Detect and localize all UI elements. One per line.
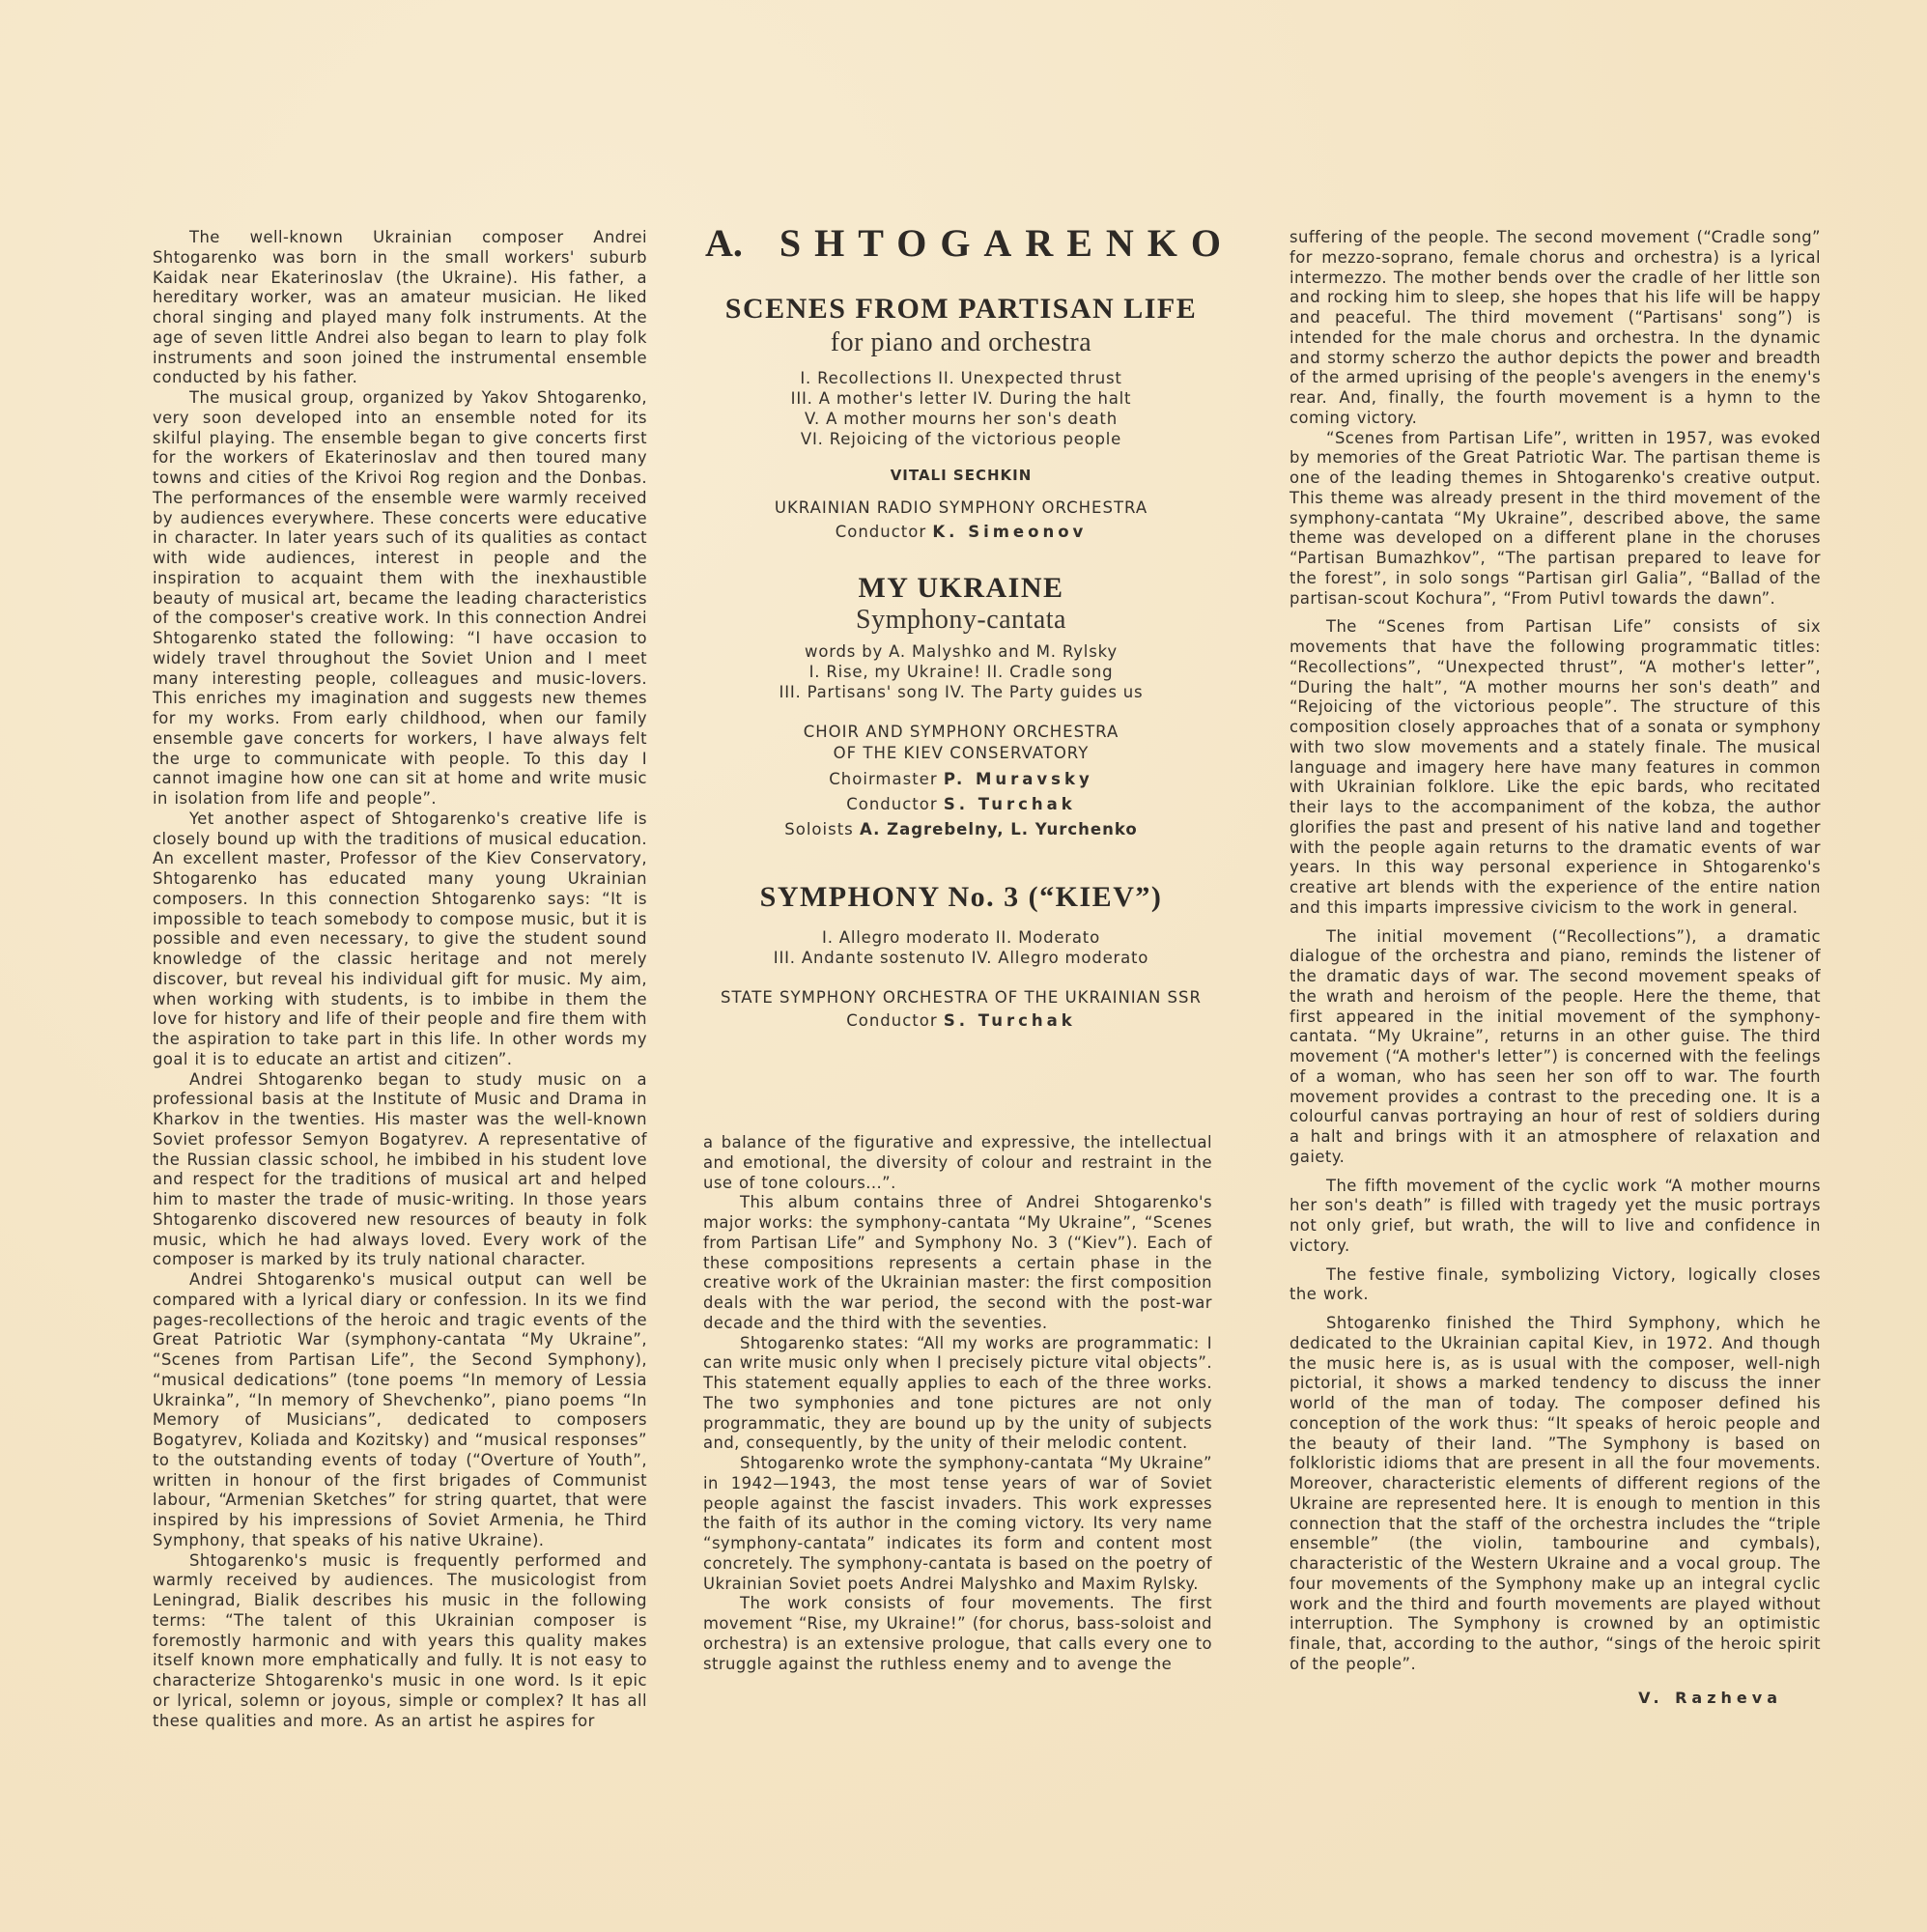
paragraph: The initial movement (“Recollections”), a dramatic dialogue of the orchestra and piano, reminds the listener of the dramatic days of war. The second movement speaks of the wrath and heroism of the people. Here the theme, that first appeared in the initial movement of the symphony-cantata. “My Ukraine”, returns in an other guise. The third movement (“A mother's letter”) is concerned with the feelings of a woman, who has seen her son off to war. The fourth movement provides a contrast to the preceding one. It is a colourful canvas portraying an hour of rest of soldiers during a halt and brings with it an atmosphere of relaxation and gaiety. — [1289, 926, 1821, 1166]
right-text-column — [1289, 228, 1821, 1708]
work-my-ukraine — [676, 572, 1246, 840]
paragraph: “Scenes from Partisan Life”, written in 1957, was evoked by memories of the Great Patriotic War. The partisan theme is one of the leading themes in Shtogarenko's creative output. This theme was already present in the third movement of the symphony-cantata “My Ukraine”, described above, the same theme was developed on a different plane in the choruses “Partisan Bumazhkov”, “The partisan prepared to leave for the forest”, in solo songs “Partisan girl Galia”, “Ballad of the partisan-scout Kochura”, “From Putivl towards the dawn”. — [1289, 428, 1821, 608]
work-symphony-no-3 — [676, 881, 1246, 1032]
paragraph: Shtogarenko states: “All my works are programmatic: I can write music only when I precisely picture vital objects”. This statement equally applies to each of the three works. The two symphonies and tone pictures are not only programmatic, they are bound up by the unity of subjects and, consequently, by the unity of their melodic content. — [703, 1333, 1212, 1453]
movement-list: III. Partisans' song IV. The Party guides us — [779, 683, 1144, 701]
work-title: SYMPHONY No. 3 (“KIEV”) — [759, 881, 1163, 913]
choirmaster: Choirmaster P. Muravsky — [829, 770, 1093, 788]
orchestra: CHOIR AND SYMPHONY ORCHESTRA — [803, 723, 1119, 741]
work-subtitle: for piano and orchestra — [830, 327, 1092, 357]
paragraph: Andrei Shtogarenko's musical output can well be compared with a lyrical diary or confession. In its we find pages-recollections of the heroic and tragic events of the Great Patriotic War (symphony-cantata “My Ukraine”, “Scenes from Partisan Life”, the Second Symphony), “musical dedications” (tone poems “In memory of Lessia Ukrainka”, “In memory of Shevchenko”, piano poems “In Memory of Musicians”, dedicated to composers Bogatyrev, Koliada and Kozitsky) and “musical responses” to the outstanding events of today (“Overture of Youth”, written in honour of the first brigades of Communist labour, “Armenian Sketches” for string quartet, that were inspired by his impressions of Soviet Armenia, he Third Symphony, that speaks of his native Ukraine). — [153, 1270, 647, 1549]
middle-text-column — [703, 1133, 1212, 1674]
movement-list: III. A mother's letter IV. During the halt — [790, 389, 1132, 408]
work-title: SCENES FROM PARTISAN LIFE — [724, 293, 1198, 325]
paragraph: The “Scenes from Partisan Life” consists of six movements that have the following programmatic titles: “Recollections”, “Unexpected thrust”, “A mother's letter”, “During the halt”, “A mother mourns her son's death” and “Rejoicing of the victorious people”. The structure of this composition closely approaches that of a sonata or symphony with two slow movements and a stately finale. The musical language and imagery here have many features in common with Ukrainian folklore. Like the epic bards, who recitated their lays to the accompaniment of the kobza, the author glorifies the past and present of his native land and together with the people again returns to the dramatic events of war years. In this way personal experience in Shtogarenko's creative art blends with the experience of the entire nation and this imparts impressive civicism to the work in general. — [1289, 617, 1821, 917]
paragraph: This album contains three of Andrei Shtogarenko's major works: the symphony-cantata “My Ukraine”, “Scenes from Partisan Life” and Symphony No. 3 (“Kiev”). Each of these compositions represents a certain phase in the creative work of the Ukrainian master: the first composition deals with the war period, the second with the post-war decade and the third with the seventies. — [703, 1193, 1212, 1332]
left-text-column — [153, 228, 647, 1731]
paragraph: The musical group, organized by Yakov Shtogarenko, very soon developed into an ensemble noted for its skilful playing. The ensemble began to give concerts first for the workers of Ekaterinoslav and then toured many towns and cities of the Krivoi Rog region and the Donbas. The performances of the ensemble were warmly received by audiences everywhere. These concerts were educative in character. In later years such of its qualities as contact with wide audiences, interest in people and the inspiration to acquaint them with the inexhaustible beauty of musical art, became the leading characteristics of the composer's creative work. In this connection Andrei Shtogarenko stated the following: “I have occasion to widely travel throughout the Soviet Union and I meet many interesting people, colleagues and music-lovers. This enriches my imagination and suggests new themes for my works. From early childhood, when our family ensemble gave concerts for workers, I have always felt the urge to communicate with people. To this day I cannot imagine how one can sit at home and write music in isolation from life and people”. — [153, 388, 647, 808]
paragraph: Andrei Shtogarenko began to study music on a professional basis at the Institute of Music and Drama in Kharkov in the twenties. His master was the well-known Soviet professor Semyon Bogatyrev. A representative of the Russian classic school, he imbibed in his student love and respect for the traditions of musical art and helped him to master the trade of music-writing. In those years Shtogarenko discovered new resources of beauty in folk music, which he had always loved. Every work of the composer is marked by its truly national character. — [153, 1069, 647, 1269]
conductor: Conductor K. Simeonov — [835, 523, 1088, 541]
lyricist-credit: words by A. Malyshko and M. Rylsky — [805, 642, 1118, 661]
paragraph: a balance of the figurative and expressive, the intellectual and emotional, the diversity of colour and restraint in the use of tone colours...”. — [703, 1133, 1212, 1192]
movement-list: I. Allegro moderato II. Moderato — [822, 928, 1100, 947]
paragraph: Shtogarenko finished the Third Symphony, which he dedicated to the Ukrainian capital Kiev, in 1972. And though the music here is, as is usual with the composer, well-nigh pictorial, it shows a marked tendency to discuss the inner world of the man of today. The composer defined his conception of the work thus: “It speaks of heroic people and the beauty of their land. ”The Symphony is based on folkloristic idioms that are present in all the four movements. Moreover, characteristic elements of different regions of the Ukraine are represented here. It is enough to mention in this connection that the staff of the orchestra includes the “triple ensemble” (the violin, tambourine and cymbals), characteristic of the Western Ukraine and a vocal group. The four movements of the Symphony make up an integral cyclic work and the third and fourth movements are played without interruption. The Symphony is crowned by an optimistic finale, that, according to the author, “sings of the heroic spirit of the people”. — [1289, 1314, 1821, 1673]
orchestra: STATE SYMPHONY ORCHESTRA OF THE UKRAINIAN SSR — [721, 988, 1202, 1007]
work-scenes-from-partisan-life — [676, 293, 1246, 543]
album-credits — [676, 220, 1246, 1032]
movement-list: V. A mother mourns her son's death — [805, 410, 1118, 428]
movement-list: III. Andante sostenuto IV. Allegro moderato — [773, 949, 1149, 967]
author-signature: V. Razheva — [1638, 1688, 1782, 1707]
soloist: VITALI SECHKIN — [890, 467, 1033, 484]
movement-list: I. Rise, my Ukraine! II. Cradle song — [808, 663, 1114, 681]
paragraph: suffering of the people. The second movement (“Cradle song” for mezzo-soprano, female chorus and orchestra) is a lyrical intermezzo. The mother bends over the cradle of her little son and rocking him to sleep, she hopes that his life will be happy and peaceful. The third movement (“Partisans' song”) is intended for the male chorus and orchestra. In the dynamic and stormy scherzo the author depicts the power and breadth of the armed uprising of the people's avengers in the enemy's rear. And, finally, the fourth movement is a hymn to the coming victory. — [1289, 228, 1821, 427]
paragraph: Shtogarenko's music is frequently performed and warmly received by audiences. The musicologist from Leningrad, Bialik describes his music in the following terms: “The talent of this Ukrainian composer is foremostly harmonic and with years this quality makes itself known more emphatically and fully. It is not easy to characterize Shtogarenko's music in one word. Is it epic or lyrical, solemn or joyous, simple or complex? It has all these qualities and more. As an artist he aspires for — [153, 1550, 647, 1730]
composer-name: A. SHTOGARENKO — [705, 221, 1234, 265]
conductor: Conductor S. Turchak — [846, 795, 1076, 813]
conductor: Conductor S. Turchak — [846, 1011, 1076, 1030]
paragraph: Yet another aspect of Shtogarenko's creative life is closely bound up with the traditions of musical education. An excellent master, Professor of the Kiev Conservatory, Shtogarenko has educated many young Ukrainian composers. In this connection Shtogarenko says: “It is impossible to teach somebody to compose music, but it is possible and even necessary, to give the student sound knowledge of the classic heritage and not merely discover, but reveal his individual gift for music. My aim, when working with students, is to imbibe in them the love for history and life of their people and fire them with the aspiration to take part in this life. In other words my goal it is to educate an artist and citizen”. — [153, 809, 647, 1068]
orchestra: UKRAINIAN RADIO SYMPHONY ORCHESTRA — [774, 498, 1148, 517]
paragraph: The festive finale, symbolizing Victory, logically closes the work. — [1289, 1264, 1821, 1304]
movement-list: VI. Rejoicing of the victorious people — [800, 430, 1122, 448]
paragraph: The work consists of four movements. The first movement “Rise, my Ukraine!” (for chorus, bass-soloist and orchestra) is an extensive prologue, that calls every one to struggle against the ruthless enemy and to avenge the — [703, 1594, 1212, 1673]
paragraph: Shtogarenko wrote the symphony-cantata “My Ukraine” in 1942—1943, the most tense years of war of Soviet people against the fascist invaders. This work expresses the faith of its author in the coming victory. Its very name “symphony-cantata” indicates its form and content most concretely. The symphony-cantata is based on the poetry of Ukrainian Soviet poets Andrei Malyshko and Maxim Rylsky. — [703, 1454, 1212, 1593]
work-subtitle: Symphony-cantata — [856, 605, 1066, 635]
movement-list: I. Recollections II. Unexpected thrust — [800, 369, 1122, 387]
soloists: Soloists A. Zagrebelny, L. Yurchenko — [784, 820, 1138, 838]
work-title: MY UKRAINE — [858, 572, 1064, 604]
paragraph: The fifth movement of the cyclic work “A mother mourns her son's death” is filled with tragedy yet the music portrays not only grief, but wrath, the will to live and confidence in victory. — [1289, 1176, 1821, 1255]
paragraph: The well-known Ukrainian composer Andrei Shtogarenko was born in the small workers' suburb Kaidak near Ekaterinoslav (the Ukraine). His father, a hereditary worker, was an amateur musician. He liked choral singing and played many folk instruments. At the age of seven little Andrei also began to learn to play folk instruments and soon joined the instrumental ensemble conducted by his father. — [153, 228, 647, 387]
orchestra: OF THE KIEV CONSERVATORY — [833, 744, 1090, 762]
